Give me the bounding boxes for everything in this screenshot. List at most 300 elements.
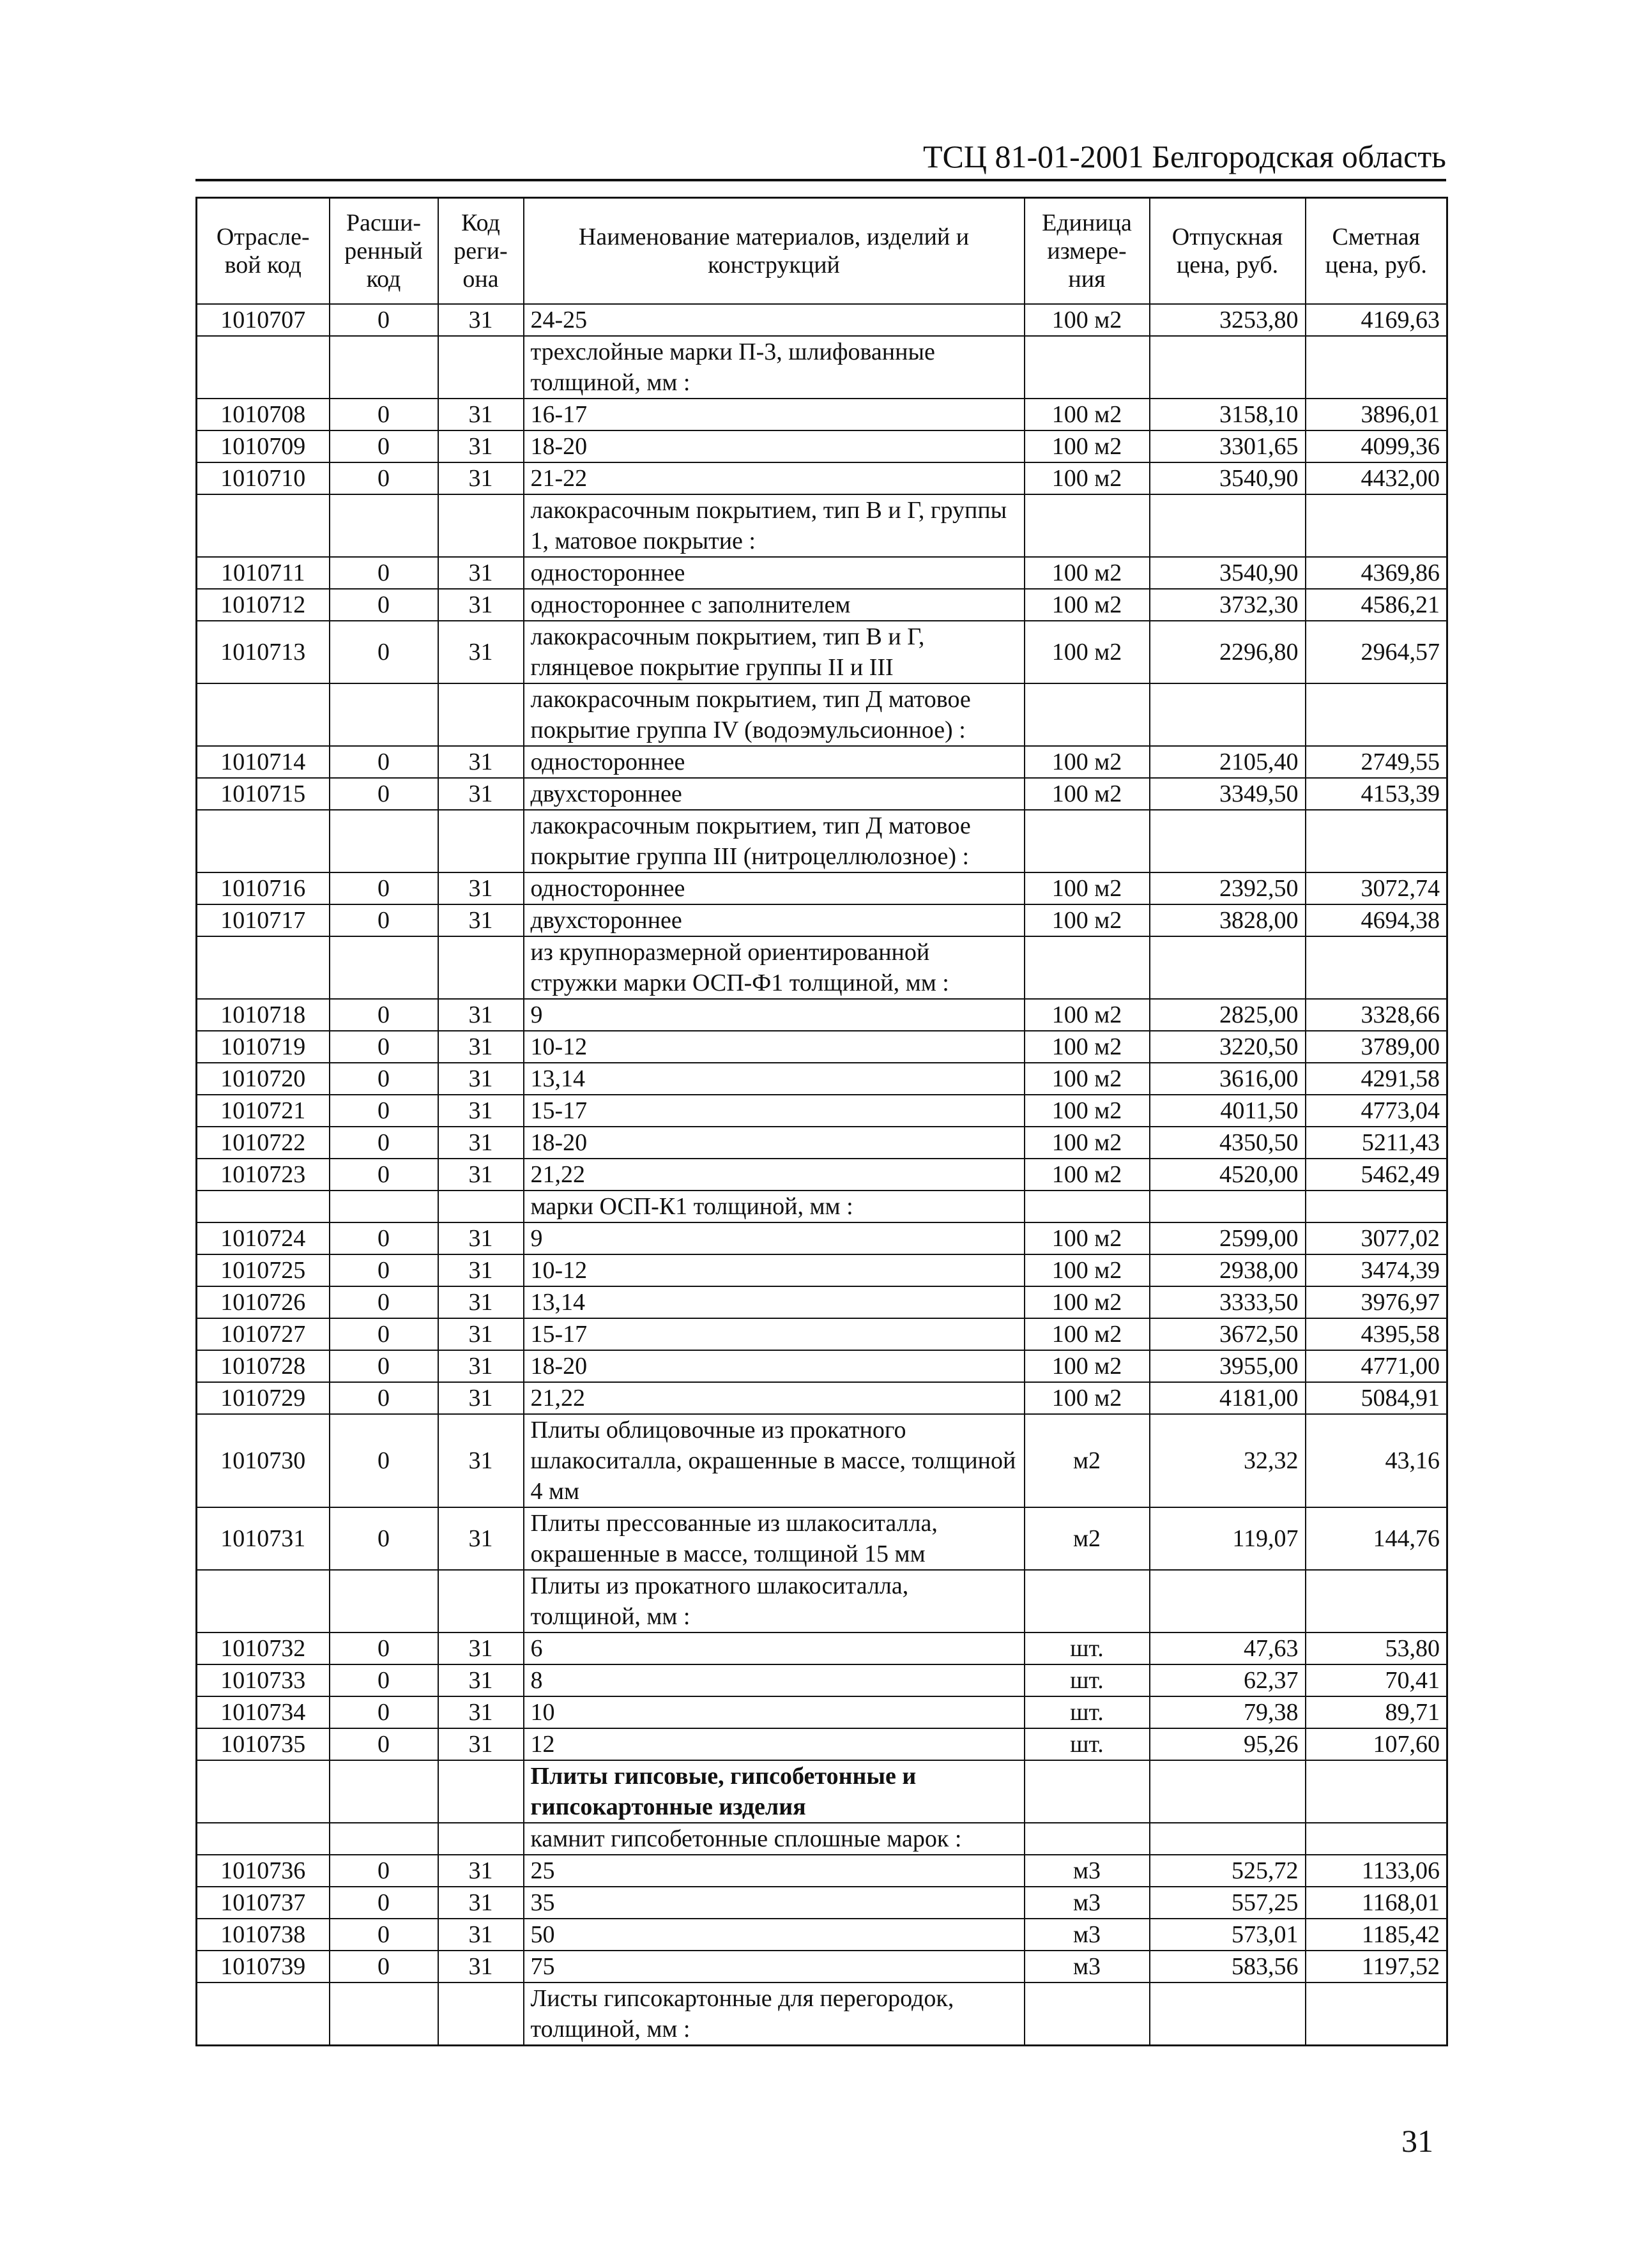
cell-region-code: 31 [438, 1887, 524, 1919]
cell-code: 1010736 [197, 1855, 330, 1887]
table-row [197, 1570, 1447, 1633]
cell-estimated-price [1306, 1983, 1447, 2046]
cell-unit: м3 [1025, 1887, 1150, 1919]
cell-estimated-price: 89,71 [1306, 1696, 1447, 1728]
cell-estimated-price: 3328,66 [1306, 999, 1447, 1031]
cell-name: лакокрасочным покрытием, тип Д матовое покрытие группа IV (водоэмульсионное) : [524, 683, 1025, 746]
cell-release-price: 3333,50 [1150, 1286, 1306, 1318]
page-header [195, 133, 1446, 181]
cell-region-code: 31 [438, 1855, 524, 1887]
cell-release-price: 3540,90 [1150, 557, 1306, 589]
cell-region-code: 31 [438, 1728, 524, 1760]
table-row [197, 1414, 1447, 1507]
cell-extended-code: 0 [330, 430, 438, 462]
cell-estimated-price: 53,80 [1306, 1633, 1447, 1664]
cell-region-code [438, 494, 524, 557]
cell-code [197, 1983, 330, 2046]
cell-unit: 100 м2 [1025, 746, 1150, 778]
table-body [197, 304, 1447, 2046]
table-row [197, 1887, 1447, 1919]
cell-release-price: 3828,00 [1150, 904, 1306, 936]
cell-code: 1010733 [197, 1664, 330, 1696]
cell-estimated-price: 1185,42 [1306, 1919, 1447, 1951]
column-header-name: Наименование материалов, изделий и конструкций [524, 198, 1025, 305]
cell-extended-code: 0 [330, 589, 438, 621]
cell-unit: 100 м2 [1025, 1318, 1150, 1350]
cell-name: Плиты прессованные из шлакоситалла, окрашенные в массе, толщиной 15 мм [524, 1507, 1025, 1570]
cell-region-code [438, 1983, 524, 2046]
cell-region-code: 31 [438, 399, 524, 430]
cell-name: 8 [524, 1664, 1025, 1696]
cell-code [197, 1570, 330, 1633]
cell-extended-code [330, 810, 438, 872]
cell-name: лакокрасочным покрытием, тип В и Г, глянцевое покрытие группы II и III [524, 621, 1025, 683]
cell-name: 35 [524, 1887, 1025, 1919]
cell-extended-code [330, 1760, 438, 1823]
cell-release-price: 2296,80 [1150, 621, 1306, 683]
cell-extended-code: 0 [330, 1063, 438, 1095]
cell-name: 9 [524, 1222, 1025, 1254]
cell-region-code: 31 [438, 1507, 524, 1570]
cell-estimated-price: 2964,57 [1306, 621, 1447, 683]
table-row [197, 872, 1447, 904]
cell-unit: 100 м2 [1025, 1350, 1150, 1382]
cell-extended-code: 0 [330, 462, 438, 494]
cell-region-code: 31 [438, 1382, 524, 1414]
cell-region-code [438, 810, 524, 872]
cell-extended-code: 0 [330, 1350, 438, 1382]
cell-unit: 100 м2 [1025, 904, 1150, 936]
table-row [197, 336, 1447, 399]
cell-region-code: 31 [438, 589, 524, 621]
cell-region-code: 31 [438, 1063, 524, 1095]
cell-extended-code: 0 [330, 1031, 438, 1063]
cell-code: 1010717 [197, 904, 330, 936]
table-row [197, 1350, 1447, 1382]
cell-region-code [438, 683, 524, 746]
cell-code [197, 1760, 330, 1823]
cell-region-code: 31 [438, 1254, 524, 1286]
cell-extended-code: 0 [330, 1887, 438, 1919]
cell-name: одностороннее [524, 557, 1025, 589]
cell-estimated-price [1306, 1823, 1447, 1855]
table-row [197, 904, 1447, 936]
cell-region-code: 31 [438, 999, 524, 1031]
cell-unit: 100 м2 [1025, 1254, 1150, 1286]
cell-name: 13,14 [524, 1286, 1025, 1318]
cell-unit: шт. [1025, 1664, 1150, 1696]
cell-release-price: 2105,40 [1150, 746, 1306, 778]
cell-extended-code: 0 [330, 1855, 438, 1887]
cell-region-code: 31 [438, 557, 524, 589]
cell-release-price: 2825,00 [1150, 999, 1306, 1031]
cell-release-price: 525,72 [1150, 1855, 1306, 1887]
table-row [197, 494, 1447, 557]
cell-unit: шт. [1025, 1633, 1150, 1664]
cell-extended-code: 0 [330, 1254, 438, 1286]
cell-unit: 100 м2 [1025, 1286, 1150, 1318]
cell-extended-code: 0 [330, 1159, 438, 1191]
cell-release-price: 3616,00 [1150, 1063, 1306, 1095]
table-row [197, 589, 1447, 621]
cell-unit: 100 м2 [1025, 304, 1150, 336]
cell-extended-code: 0 [330, 999, 438, 1031]
cell-name: Плиты из прокатного шлакоситалла, толщиной, мм : [524, 1570, 1025, 1633]
cell-code: 1010723 [197, 1159, 330, 1191]
cell-release-price: 62,37 [1150, 1664, 1306, 1696]
cell-region-code: 31 [438, 778, 524, 810]
cell-name: лакокрасочным покрытием, тип Д матовое покрытие группа III (нитроцеллюлозное) : [524, 810, 1025, 872]
cell-extended-code [330, 494, 438, 557]
cell-unit [1025, 810, 1150, 872]
cell-code: 1010711 [197, 557, 330, 589]
cell-estimated-price: 3474,39 [1306, 1254, 1447, 1286]
cell-unit: м3 [1025, 1951, 1150, 1983]
cell-unit: 100 м2 [1025, 1382, 1150, 1414]
cell-extended-code: 0 [330, 1728, 438, 1760]
cell-release-price: 2599,00 [1150, 1222, 1306, 1254]
cell-estimated-price: 5462,49 [1306, 1159, 1447, 1191]
cell-code: 1010721 [197, 1095, 330, 1127]
cell-estimated-price: 1168,01 [1306, 1887, 1447, 1919]
column-header-region-code: Код реги-она [438, 198, 524, 305]
cell-estimated-price: 5084,91 [1306, 1382, 1447, 1414]
cell-release-price: 3540,90 [1150, 462, 1306, 494]
cell-code: 1010725 [197, 1254, 330, 1286]
cell-name: 9 [524, 999, 1025, 1031]
cell-release-price: 3732,30 [1150, 589, 1306, 621]
cell-name: 10 [524, 1696, 1025, 1728]
cell-extended-code: 0 [330, 621, 438, 683]
table-row [197, 621, 1447, 683]
cell-extended-code: 0 [330, 1222, 438, 1254]
cell-name: 18-20 [524, 430, 1025, 462]
cell-release-price [1150, 336, 1306, 399]
cell-name: трехслойные марки П-3, шлифованные толщиной, мм : [524, 336, 1025, 399]
table-row [197, 778, 1447, 810]
cell-region-code: 31 [438, 1633, 524, 1664]
cell-code: 1010715 [197, 778, 330, 810]
cell-unit: 100 м2 [1025, 999, 1150, 1031]
cell-release-price [1150, 494, 1306, 557]
cell-code: 1010729 [197, 1382, 330, 1414]
cell-region-code: 31 [438, 1696, 524, 1728]
cell-unit: 100 м2 [1025, 872, 1150, 904]
cell-estimated-price: 5211,43 [1306, 1127, 1447, 1159]
cell-code: 1010732 [197, 1633, 330, 1664]
cell-name: из крупноразмерной ориентированной стружки марки ОСП-Ф1 толщиной, мм : [524, 936, 1025, 999]
cell-extended-code: 0 [330, 1382, 438, 1414]
cell-unit: м3 [1025, 1855, 1150, 1887]
cell-code: 1010707 [197, 304, 330, 336]
cell-unit: 100 м2 [1025, 430, 1150, 462]
table-row [197, 1760, 1447, 1823]
table-header-row [197, 198, 1447, 305]
table-row [197, 936, 1447, 999]
cell-estimated-price: 4432,00 [1306, 462, 1447, 494]
cell-region-code: 31 [438, 621, 524, 683]
cell-code: 1010710 [197, 462, 330, 494]
cell-extended-code [330, 1983, 438, 2046]
cell-estimated-price: 4099,36 [1306, 430, 1447, 462]
cell-estimated-price [1306, 936, 1447, 999]
cell-estimated-price [1306, 1570, 1447, 1633]
cell-unit: 100 м2 [1025, 621, 1150, 683]
cell-unit [1025, 683, 1150, 746]
cell-name: 16-17 [524, 399, 1025, 430]
cell-release-price: 3158,10 [1150, 399, 1306, 430]
cell-region-code: 31 [438, 1318, 524, 1350]
cell-unit: м3 [1025, 1919, 1150, 1951]
cell-code: 1010713 [197, 621, 330, 683]
cell-name: 10-12 [524, 1031, 1025, 1063]
cell-release-price: 3349,50 [1150, 778, 1306, 810]
cell-unit: 100 м2 [1025, 778, 1150, 810]
cell-unit [1025, 1191, 1150, 1222]
cell-name: 15-17 [524, 1318, 1025, 1350]
cell-estimated-price: 4291,58 [1306, 1063, 1447, 1095]
column-header-estimated-price: Сметная цена, руб. [1306, 198, 1447, 305]
table-row [197, 462, 1447, 494]
cell-extended-code: 0 [330, 1286, 438, 1318]
cell-code: 1010720 [197, 1063, 330, 1095]
cell-release-price: 79,38 [1150, 1696, 1306, 1728]
cell-region-code [438, 1191, 524, 1222]
table-row [197, 1127, 1447, 1159]
cell-extended-code [330, 936, 438, 999]
cell-release-price: 3220,50 [1150, 1031, 1306, 1063]
page-number: 31 [1401, 2123, 1433, 2159]
cell-region-code [438, 1823, 524, 1855]
table-row [197, 1318, 1447, 1350]
cell-code [197, 1191, 330, 1222]
table-row [197, 1823, 1447, 1855]
cell-code: 1010719 [197, 1031, 330, 1063]
table-row [197, 999, 1447, 1031]
table-row [197, 1159, 1447, 1191]
cell-code: 1010734 [197, 1696, 330, 1728]
cell-estimated-price: 2749,55 [1306, 746, 1447, 778]
table-row [197, 1728, 1447, 1760]
cell-estimated-price: 4694,38 [1306, 904, 1447, 936]
document-title: ТСЦ 81-01-2001 Белгородская область [922, 139, 1446, 174]
cell-region-code [438, 936, 524, 999]
cell-region-code: 31 [438, 1414, 524, 1507]
cell-estimated-price: 1133,06 [1306, 1855, 1447, 1887]
cell-release-price: 2392,50 [1150, 872, 1306, 904]
cell-code [197, 683, 330, 746]
cell-code: 1010726 [197, 1286, 330, 1318]
cell-estimated-price [1306, 810, 1447, 872]
cell-extended-code: 0 [330, 1318, 438, 1350]
cell-unit [1025, 1570, 1150, 1633]
cell-code: 1010716 [197, 872, 330, 904]
cell-region-code: 31 [438, 746, 524, 778]
cell-name: 6 [524, 1633, 1025, 1664]
cell-release-price [1150, 936, 1306, 999]
table-row [197, 1254, 1447, 1286]
cell-extended-code: 0 [330, 557, 438, 589]
cell-name: 13,14 [524, 1063, 1025, 1095]
cell-name: 12 [524, 1728, 1025, 1760]
cell-estimated-price: 43,16 [1306, 1414, 1447, 1507]
cell-name: Плиты гипсовые, гипсобетонные и гипсокартонные изделия [524, 1760, 1025, 1823]
cell-region-code: 31 [438, 1127, 524, 1159]
cell-name: марки ОСП-К1 толщиной, мм : [524, 1191, 1025, 1222]
cell-unit: 100 м2 [1025, 1159, 1150, 1191]
cell-estimated-price [1306, 683, 1447, 746]
table-row [197, 1191, 1447, 1222]
cell-name: двухстороннее [524, 778, 1025, 810]
table-row [197, 1919, 1447, 1951]
cell-release-price [1150, 1823, 1306, 1855]
table-row [197, 810, 1447, 872]
cell-name: двухстороннее [524, 904, 1025, 936]
cell-region-code: 31 [438, 1159, 524, 1191]
table-row [197, 1382, 1447, 1414]
cell-extended-code: 0 [330, 1127, 438, 1159]
cell-release-price: 583,56 [1150, 1951, 1306, 1983]
cell-release-price: 557,25 [1150, 1887, 1306, 1919]
cell-estimated-price: 144,76 [1306, 1507, 1447, 1570]
cell-release-price: 4011,50 [1150, 1095, 1306, 1127]
cell-code: 1010714 [197, 746, 330, 778]
cell-extended-code: 0 [330, 304, 438, 336]
cell-region-code [438, 1570, 524, 1633]
cell-estimated-price: 107,60 [1306, 1728, 1447, 1760]
cell-release-price: 3253,80 [1150, 304, 1306, 336]
cell-name: одностороннее [524, 746, 1025, 778]
cell-name: 50 [524, 1919, 1025, 1951]
cell-region-code: 31 [438, 904, 524, 936]
cell-name: одностороннее с заполнителем [524, 589, 1025, 621]
cell-name: 10-12 [524, 1254, 1025, 1286]
cell-release-price [1150, 1570, 1306, 1633]
cell-code: 1010739 [197, 1951, 330, 1983]
cell-extended-code: 0 [330, 399, 438, 430]
cell-region-code: 31 [438, 1919, 524, 1951]
cell-release-price: 4350,50 [1150, 1127, 1306, 1159]
price-table [195, 197, 1448, 2046]
cell-estimated-price: 3077,02 [1306, 1222, 1447, 1254]
cell-estimated-price: 4169,63 [1306, 304, 1447, 336]
cell-code: 1010718 [197, 999, 330, 1031]
cell-unit [1025, 494, 1150, 557]
cell-unit: 100 м2 [1025, 1063, 1150, 1095]
cell-unit [1025, 1823, 1150, 1855]
cell-release-price: 4181,00 [1150, 1382, 1306, 1414]
cell-estimated-price [1306, 494, 1447, 557]
table-row [197, 304, 1447, 336]
cell-code: 1010712 [197, 589, 330, 621]
cell-release-price: 573,01 [1150, 1919, 1306, 1951]
table-row [197, 1095, 1447, 1127]
cell-extended-code: 0 [330, 1664, 438, 1696]
cell-code: 1010722 [197, 1127, 330, 1159]
cell-extended-code: 0 [330, 872, 438, 904]
cell-unit: 100 м2 [1025, 1031, 1150, 1063]
cell-extended-code: 0 [330, 1507, 438, 1570]
table-row [197, 399, 1447, 430]
cell-region-code: 31 [438, 1222, 524, 1254]
cell-extended-code: 0 [330, 1414, 438, 1507]
cell-name: 75 [524, 1951, 1025, 1983]
table-row [197, 1063, 1447, 1095]
cell-unit: 100 м2 [1025, 1095, 1150, 1127]
cell-release-price: 119,07 [1150, 1507, 1306, 1570]
cell-unit: 100 м2 [1025, 589, 1150, 621]
column-header-release-price: Отпускная цена, руб. [1150, 198, 1306, 305]
cell-unit: шт. [1025, 1696, 1150, 1728]
cell-estimated-price: 4369,86 [1306, 557, 1447, 589]
cell-extended-code [330, 336, 438, 399]
table-row [197, 1222, 1447, 1254]
cell-unit: м2 [1025, 1507, 1150, 1570]
cell-name: 24-25 [524, 304, 1025, 336]
cell-name: 18-20 [524, 1127, 1025, 1159]
cell-estimated-price [1306, 1191, 1447, 1222]
cell-code: 1010737 [197, 1887, 330, 1919]
cell-unit: 100 м2 [1025, 557, 1150, 589]
cell-estimated-price: 4395,58 [1306, 1318, 1447, 1350]
cell-estimated-price: 4773,04 [1306, 1095, 1447, 1127]
cell-release-price: 95,26 [1150, 1728, 1306, 1760]
cell-extended-code: 0 [330, 1951, 438, 1983]
table-row [197, 557, 1447, 589]
cell-code [197, 336, 330, 399]
cell-name: 15-17 [524, 1095, 1025, 1127]
cell-extended-code: 0 [330, 778, 438, 810]
table-row [197, 683, 1447, 746]
column-header-extended-code: Расши-ренный код [330, 198, 438, 305]
cell-release-price: 47,63 [1150, 1633, 1306, 1664]
cell-unit: 100 м2 [1025, 1127, 1150, 1159]
cell-name: 21,22 [524, 1382, 1025, 1414]
cell-name: 25 [524, 1855, 1025, 1887]
cell-name: 18-20 [524, 1350, 1025, 1382]
cell-estimated-price: 3976,97 [1306, 1286, 1447, 1318]
table-row [197, 1983, 1447, 2046]
cell-unit: 100 м2 [1025, 399, 1150, 430]
cell-unit [1025, 936, 1150, 999]
cell-unit: 100 м2 [1025, 1222, 1150, 1254]
cell-region-code: 31 [438, 1095, 524, 1127]
table-row [197, 1664, 1447, 1696]
cell-estimated-price [1306, 336, 1447, 399]
cell-extended-code: 0 [330, 1919, 438, 1951]
cell-estimated-price: 4771,00 [1306, 1350, 1447, 1382]
cell-release-price [1150, 810, 1306, 872]
cell-region-code: 31 [438, 1031, 524, 1063]
cell-region-code: 31 [438, 1664, 524, 1696]
cell-release-price: 3672,50 [1150, 1318, 1306, 1350]
cell-region-code: 31 [438, 1951, 524, 1983]
cell-code [197, 810, 330, 872]
table-row [197, 1696, 1447, 1728]
table-row [197, 746, 1447, 778]
cell-region-code [438, 336, 524, 399]
cell-name: 21,22 [524, 1159, 1025, 1191]
table-row [197, 1507, 1447, 1570]
column-header-code: Отрасле-вой код [197, 198, 330, 305]
cell-name: Листы гипсокартонные для перегородок, толщиной, мм : [524, 1983, 1025, 2046]
cell-code: 1010709 [197, 430, 330, 462]
table-row [197, 1286, 1447, 1318]
cell-code: 1010727 [197, 1318, 330, 1350]
cell-region-code: 31 [438, 430, 524, 462]
cell-code [197, 494, 330, 557]
cell-code [197, 1823, 330, 1855]
